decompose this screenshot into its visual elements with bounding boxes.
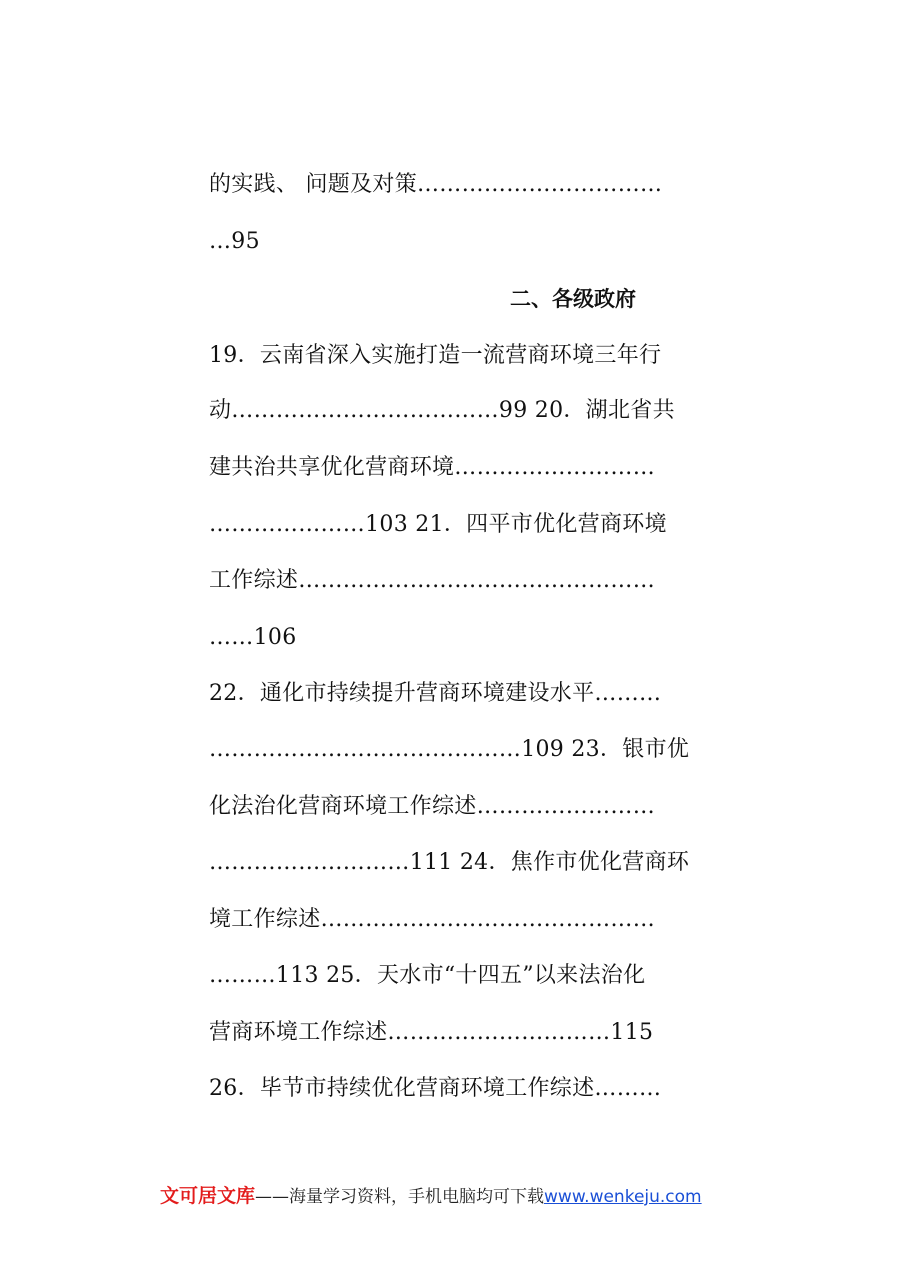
toc-line: 建共治共享优化营商环境……………………… <box>209 455 656 480</box>
toc-line: ………………………111 24．焦作市优化营商环 <box>209 850 690 875</box>
section-heading: 二、各级政府 <box>510 287 636 311</box>
toc-line: …………………103 21．四平市优化营商环境 <box>209 512 667 537</box>
toc-line: 22．通化市持续提升营商环境建设水平……… <box>209 681 662 706</box>
footer-slogan: 海量学习资料，手机电脑均可下载 <box>289 1187 545 1207</box>
toc-line: 化法治化营商环境工作综述…………………… <box>209 794 656 819</box>
toc-line: 境工作综述……………………………………… <box>209 907 656 932</box>
toc-line: 工作综述………………………………………… <box>209 568 656 593</box>
footer-brand: 文可居文库 <box>160 1185 256 1207</box>
footer-banner <box>160 1183 702 1210</box>
toc-line: 动………………………………99 20．湖北省共 <box>209 398 675 423</box>
toc-line: …95 <box>209 229 260 254</box>
toc-line: ……106 <box>209 625 297 650</box>
toc-line: 营商环境工作综述…………………………115 <box>209 1020 654 1045</box>
toc-line: ……………………………………109 23．银市优 <box>209 737 690 762</box>
toc-line: ………113 25．天水市“十四五”以来法治化 <box>209 963 646 988</box>
toc-line: 26．毕节市持续优化营商环境工作综述……… <box>209 1076 662 1101</box>
toc-line: 的实践、 问题及对策…………………………… <box>209 172 663 197</box>
footer-url-link[interactable]: www.wenkeju.com <box>544 1187 702 1207</box>
toc-line: 19．云南省深入实施打造一流营商环境三年行 <box>209 343 662 368</box>
footer-dash: —— <box>255 1187 290 1207</box>
